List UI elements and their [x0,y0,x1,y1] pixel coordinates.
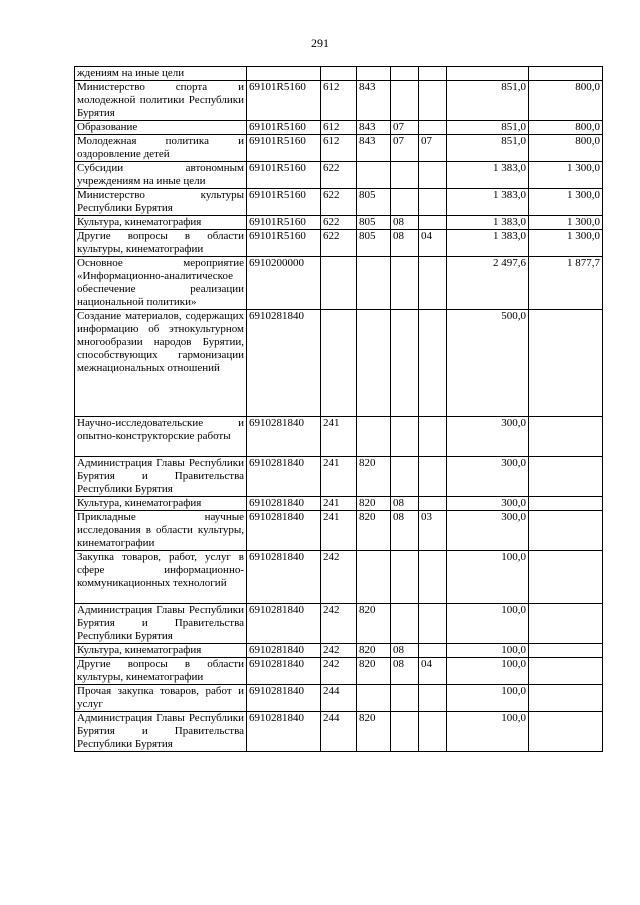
cell-v1: 851,0 [447,81,529,121]
table-row [75,257,603,310]
cell-v1: 1 383,0 [447,189,529,216]
cell-name: Прочая закупка товаров, работ и услуг [75,685,247,712]
table-row [75,121,603,135]
cell-v2 [529,417,603,457]
table-row [75,497,603,511]
cell-c2 [357,67,391,81]
cell-c4 [419,121,447,135]
cell-code [247,67,321,81]
cell-v1: 100,0 [447,712,529,752]
cell-v1: 2 497,6 [447,257,529,310]
table-row [75,162,603,189]
cell-name: Субсидии автономным учреждениям на иные цели [75,162,247,189]
table-row [75,81,603,121]
cell-c4 [419,81,447,121]
cell-c1: 622 [321,216,357,230]
cell-code: 69101R5160 [247,121,321,135]
cell-name: Другие вопросы в области культуры, кинематографии [75,658,247,685]
cell-code: 69101R5160 [247,189,321,216]
cell-c3: 08 [391,497,419,511]
cell-c1: 241 [321,457,357,497]
table-row [75,712,603,752]
cell-c2 [357,162,391,189]
cell-v1: 1 383,0 [447,216,529,230]
cell-v2: 1 300,0 [529,216,603,230]
cell-v2 [529,511,603,551]
cell-v1 [447,67,529,81]
cell-c2: 820 [357,658,391,685]
cell-name: Культура, кинематография [75,216,247,230]
cell-c2 [357,551,391,604]
cell-c2: 820 [357,604,391,644]
cell-v2: 1 300,0 [529,230,603,257]
cell-c2 [357,417,391,457]
cell-c2: 820 [357,511,391,551]
cell-c3 [391,257,419,310]
cell-v2: 800,0 [529,121,603,135]
cell-name: Другие вопросы в области культуры, кинематографии [75,230,247,257]
cell-name: Молодежная политика и оздоровление детей [75,135,247,162]
page-number: 291 [311,36,329,50]
cell-c2: 820 [357,644,391,658]
cell-c2: 843 [357,135,391,162]
cell-name: Прикладные научные исследования в области культуры, кинематографии [75,511,247,551]
cell-code: 6910281840 [247,457,321,497]
cell-c3 [391,685,419,712]
cell-name: Научно-исследовательские и опытно-конструкторские работы [75,417,247,457]
cell-c4 [419,497,447,511]
cell-name: Министерство культуры Республики Бурятия [75,189,247,216]
cell-v1: 100,0 [447,551,529,604]
table-row [75,67,603,81]
cell-code: 6910281840 [247,417,321,457]
cell-name: Образование [75,121,247,135]
cell-v1: 851,0 [447,135,529,162]
cell-c2 [357,257,391,310]
cell-c2: 820 [357,457,391,497]
cell-c3: 08 [391,216,419,230]
cell-name: Культура, кинематография [75,644,247,658]
cell-c2 [357,310,391,417]
table-row [75,644,603,658]
cell-code: 6910200000 [247,257,321,310]
cell-v2 [529,457,603,497]
table-row [75,511,603,551]
cell-c1: 612 [321,121,357,135]
cell-c3 [391,417,419,457]
cell-v1: 300,0 [447,511,529,551]
cell-c1: 244 [321,712,357,752]
cell-v2: 1 877,7 [529,257,603,310]
cell-name: Закупка товаров, работ, услуг в сфере информационно-коммуникационных технологий [75,551,247,604]
cell-c4 [419,457,447,497]
cell-c2: 805 [357,189,391,216]
cell-c1: 242 [321,551,357,604]
cell-c4 [419,310,447,417]
cell-c3: 08 [391,644,419,658]
cell-c4 [419,257,447,310]
cell-code: 6910281840 [247,658,321,685]
cell-c1: 241 [321,511,357,551]
table-row [75,551,603,604]
cell-code: 6910281840 [247,712,321,752]
cell-c4 [419,417,447,457]
cell-code: 6910281840 [247,310,321,417]
cell-code: 69101R5160 [247,135,321,162]
cell-c2: 820 [357,712,391,752]
cell-code: 6910281840 [247,551,321,604]
table-row [75,685,603,712]
cell-c2: 805 [357,230,391,257]
cell-c1 [321,310,357,417]
cell-v2: 1 300,0 [529,162,603,189]
table-row [75,135,603,162]
table-row [75,417,603,457]
cell-code: 69101R5160 [247,162,321,189]
cell-v1: 1 383,0 [447,230,529,257]
cell-c2: 843 [357,121,391,135]
cell-c4: 04 [419,230,447,257]
budget-table-body [75,67,603,752]
cell-c3: 08 [391,658,419,685]
cell-c4 [419,162,447,189]
cell-c3 [391,67,419,81]
cell-c3 [391,81,419,121]
cell-c2: 843 [357,81,391,121]
cell-name: Администрация Главы Республики Бурятия и Правительства Республики Бурятия [75,604,247,644]
cell-v1: 100,0 [447,658,529,685]
table-row [75,310,603,417]
cell-v1: 300,0 [447,457,529,497]
cell-code: 6910281840 [247,511,321,551]
cell-c1: 612 [321,135,357,162]
cell-v1: 100,0 [447,644,529,658]
cell-v1: 851,0 [447,121,529,135]
cell-code: 69101R5160 [247,230,321,257]
cell-c3 [391,551,419,604]
cell-name: ждениям на иные цели [75,67,247,81]
cell-v2 [529,685,603,712]
cell-c4 [419,644,447,658]
cell-c4: 04 [419,658,447,685]
cell-c1: 241 [321,417,357,457]
cell-c2: 805 [357,216,391,230]
cell-c3 [391,604,419,644]
cell-c4 [419,551,447,604]
cell-v2 [529,67,603,81]
cell-v2 [529,712,603,752]
cell-code: 6910281840 [247,497,321,511]
cell-v2 [529,658,603,685]
cell-v2 [529,604,603,644]
cell-c1: 242 [321,658,357,685]
cell-v2 [529,644,603,658]
cell-c3 [391,189,419,216]
cell-v1: 300,0 [447,417,529,457]
cell-name: Министерство спорта и молодежной политики Республики Бурятия [75,81,247,121]
cell-c3: 07 [391,121,419,135]
cell-c4 [419,189,447,216]
table-row [75,216,603,230]
cell-v1: 300,0 [447,497,529,511]
budget-table [74,66,603,752]
cell-v2 [529,551,603,604]
cell-code: 69101R5160 [247,81,321,121]
cell-v2: 800,0 [529,81,603,121]
cell-c1: 242 [321,644,357,658]
cell-c3: 08 [391,511,419,551]
cell-c3 [391,712,419,752]
cell-c2 [357,685,391,712]
table-row [75,457,603,497]
cell-c4 [419,685,447,712]
table-row [75,189,603,216]
cell-c1: 622 [321,189,357,216]
cell-c1: 244 [321,685,357,712]
cell-c1: 622 [321,162,357,189]
cell-code: 69101R5160 [247,216,321,230]
cell-c1 [321,67,357,81]
cell-code: 6910281840 [247,604,321,644]
cell-code: 6910281840 [247,644,321,658]
cell-name: Основное мероприятие «Информационно-аналитическое обеспечение реализации национальной политики» [75,257,247,310]
cell-name: Создание материалов, содержащих информацию об этнокультурном многообразии народов Бурятии, способствующих гармонизации межнациональных отношений [75,310,247,417]
table-row [75,658,603,685]
cell-v1: 100,0 [447,604,529,644]
cell-c3 [391,457,419,497]
cell-c3 [391,310,419,417]
cell-c4 [419,216,447,230]
cell-v1: 500,0 [447,310,529,417]
cell-code: 6910281840 [247,685,321,712]
cell-v2 [529,497,603,511]
cell-c4: 07 [419,135,447,162]
cell-c4 [419,604,447,644]
cell-c4: 03 [419,511,447,551]
cell-v2: 1 300,0 [529,189,603,216]
cell-v2: 800,0 [529,135,603,162]
cell-c2: 820 [357,497,391,511]
cell-c3 [391,162,419,189]
cell-c1: 241 [321,497,357,511]
cell-c3: 07 [391,135,419,162]
cell-v2 [529,310,603,417]
cell-c1: 622 [321,230,357,257]
cell-c3: 08 [391,230,419,257]
cell-v1: 100,0 [447,685,529,712]
cell-c1: 612 [321,81,357,121]
table-row [75,230,603,257]
cell-c1: 242 [321,604,357,644]
cell-c4 [419,67,447,81]
cell-name: Культура, кинематография [75,497,247,511]
cell-name: Администрация Главы Республики Бурятия и Правительства Республики Бурятия [75,712,247,752]
cell-c1 [321,257,357,310]
cell-c4 [419,712,447,752]
table-row [75,604,603,644]
cell-v1: 1 383,0 [447,162,529,189]
cell-name: Администрация Главы Республики Бурятия и Правительства Республики Бурятия [75,457,247,497]
